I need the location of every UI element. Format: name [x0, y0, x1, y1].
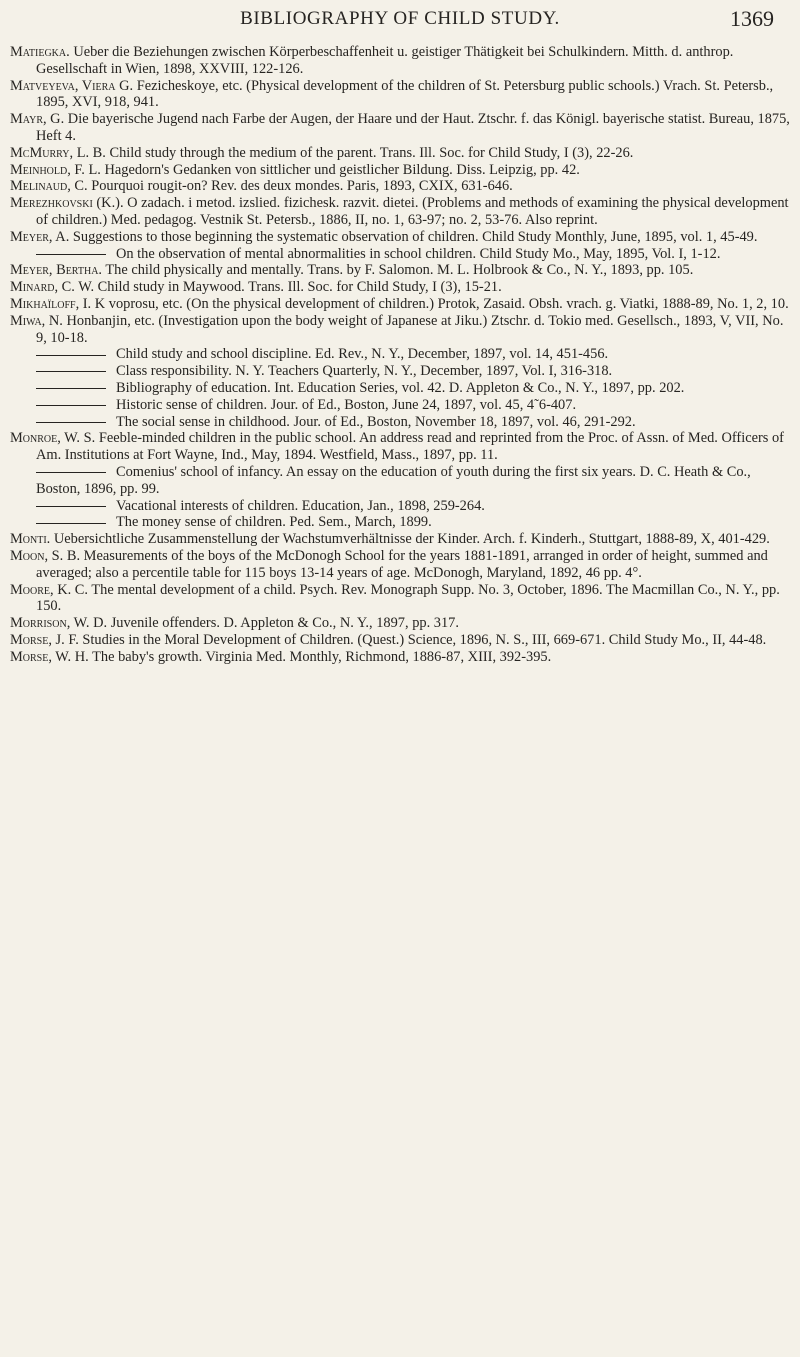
entry-text: On the observation of mental abnormalities in school children. Child Study Mo., May, 1895, Vol. I, 1-12.	[116, 245, 721, 262]
entry-author: Morrison, W. D.	[10, 615, 108, 632]
entry-author: Matiegka.	[10, 44, 70, 60]
bibliography-entry	[10, 397, 790, 414]
ditto-dash	[36, 422, 106, 423]
entry-text: Honbanjin, etc. (Investigation upon the body weight of Japanese at Jiku.) Ztschr. d. Tokio med. Gesellsch., 1893, V, VII, No. 9, 10-18.	[36, 312, 784, 346]
entry-author: Moore, K. C.	[10, 581, 88, 598]
bibliography-entry	[10, 615, 790, 632]
bibliography-entry	[10, 582, 790, 616]
bibliography-entry	[10, 279, 790, 296]
entry-text: O zadach. i metod. izslied. fizichesk. razvit. dietei. (Problems and methods of examining the physical development of children.) Med. pedagog. Vestnik St. Petersb., 1886, II, no. 1, 63-97; no. 2, 53-76. Also reprint.	[36, 195, 789, 228]
bibliography-entry	[10, 313, 790, 347]
bibliography-entry	[10, 430, 790, 464]
ditto-dash	[36, 254, 106, 255]
entry-author: Monroe, W. S.	[10, 430, 96, 447]
bibliography-entry	[10, 195, 790, 229]
bibliography-entry	[10, 514, 790, 531]
entry-text: Uebersichtliche Zusammenstellung der Wachstumverhältnisse der Kinder. Arch. f. Kinderh., Stuttgart, 1888-89, X, 401-429.	[53, 531, 770, 548]
entry-author: Mayr, G.	[10, 111, 65, 128]
bibliography-entry	[10, 380, 790, 397]
bibliography-entry	[10, 531, 790, 548]
entry-text: Child study in Maywood. Trans. Ill. Soc. for Child Study, I (3), 15-21.	[97, 279, 502, 296]
entry-text: The money sense of children. Ped. Sem., March, 1899.	[116, 514, 432, 531]
entry-author: Matveyeva, Viera G.	[10, 77, 134, 94]
entry-text: Child study through the medium of the parent. Trans. Ill. Soc. for Child Study, I (3), 22-26.	[109, 144, 634, 161]
entry-author: Meyer, Bertha.	[10, 262, 103, 279]
bibliography-entry	[10, 145, 790, 162]
bibliography-entry	[10, 548, 790, 582]
bibliography-entry	[10, 649, 790, 666]
entry-author: Minard, C. W.	[10, 279, 95, 296]
entry-text: Studies in the Moral Development of Children. (Quest.) Science, 1896, N. S., III, 669-671. Child Study Mo., II, 44-48.	[82, 631, 767, 648]
ditto-dash	[36, 523, 106, 524]
entry-text: Class responsibility. N. Y. Teachers Quarterly, N. Y., December, 1897, Vol. I, 316-318.	[116, 363, 613, 380]
entry-text: Feeble-minded children in the public school. An address read and reprinted from the Proc. of Assn. of Med. Officers of Am. Institutions at Fort Wayne, Ind., May, 1894. Westfield, Mass., 1897, pp. 11.	[36, 430, 784, 464]
bibliography-entry	[10, 632, 790, 649]
entry-text: Fezicheskoye, etc. (Physical development of the children of St. Petersburg public schools.) Vrach. St. Petersb., 1895, XVI, 918, 941.	[36, 77, 774, 111]
entry-author: Mikhaïloff, I.	[10, 295, 92, 312]
entry-text: Pourquoi rougit-on? Rev. des deux mondes. Paris, 1893, CXIX, 631-646.	[91, 178, 513, 195]
ditto-dash	[36, 355, 106, 356]
entry-text: Child study and school discipline. Ed. Rev., N. Y., December, 1897, vol. 14, 451-456.	[116, 346, 609, 363]
ditto-dash	[36, 388, 106, 389]
entry-text: The mental development of a child. Psych. Rev. Monograph Supp. No. 3, October, 1896. The Macmillan Co., N. Y., pp. 150.	[36, 581, 780, 615]
entry-text: Vacational interests of children. Education, Jan., 1898, 259-264.	[116, 497, 485, 514]
ditto-dash	[36, 371, 106, 372]
bibliography-entry	[10, 44, 790, 78]
entry-author: Meinhold, F. L.	[10, 161, 101, 178]
entry-text: Suggestions to those beginning the systematic observation of children. Child Study Monthly, June, 1895, vol. 1, 45-49.	[72, 228, 758, 245]
bibliography-entry	[10, 414, 790, 431]
bibliography-entry	[10, 78, 790, 112]
bibliography-entry	[10, 178, 790, 195]
entry-author: Morse, J. F.	[10, 631, 79, 648]
bibliography-entry	[10, 162, 790, 179]
entry-text: Ueber die Beziehungen zwischen Körperbeschaffenheit u. geistiger Thätigkeit bei Schulkindern. Mitth. d. anthrop. Gesellschaft in Wien, 1898, XXVIII, 122-126.	[36, 44, 734, 77]
bibliography-entry	[10, 464, 790, 498]
entry-text: Juvenile offenders. D. Appleton & Co., N. Y., 1897, pp. 317.	[110, 615, 459, 632]
page-number: 1369	[730, 6, 774, 31]
entry-text: Bibliography of education. Int. Education Series, vol. 42. D. Appleton & Co., N. Y., 1897, pp. 202.	[116, 379, 685, 396]
bibliography-entry	[10, 111, 790, 145]
entry-text: Measurements of the boys of the McDonogh School for the years 1881-1891, arranged in order of height, summed and averaged; also a percentile table for 115 boys 13-14 years of age. McDonogh, Maryland, 1892, 46 pp. 4°.	[36, 547, 768, 581]
entry-text: Historic sense of children. Jour. of Ed., Boston, June 24, 1897, vol. 45, 4˜6-407.	[116, 396, 577, 413]
running-head: BIBLIOGRAPHY OF CHILD STUDY.	[240, 8, 560, 29]
bibliography-entry	[10, 346, 790, 363]
entry-text: Die bayerische Jugend nach Farbe der Augen, der Haare und der Haut. Ztschr. f. das Königl. bayerische statist. Bureau, 1875, Heft 4.	[36, 111, 790, 144]
entry-text: The baby's growth. Virginia Med. Monthly, Richmond, 1886-87, XIII, 392-395.	[92, 648, 552, 665]
entry-author: Meyer, A.	[10, 228, 70, 245]
entry-text: K voprosu, etc. (On the physical development of children.) Protok, Zasaid. Obsh. vrach. g. Viatki, 1888-89, No. 1, 2, 10.	[94, 295, 789, 312]
bibliography-entry	[10, 363, 790, 380]
entry-author: Miwa, N.	[10, 312, 63, 329]
bibliography-entry	[10, 498, 790, 515]
entry-text: Hagedorn's Gedanken von sittlicher und geistlicher Bildung. Diss. Leipzig, pp. 42.	[104, 161, 580, 178]
ditto-dash	[36, 405, 106, 406]
entry-author: Monti.	[10, 531, 51, 548]
entry-author: McMurry, L. B.	[10, 144, 106, 161]
entry-author: Morse, W. H.	[10, 648, 89, 665]
bibliography-entry	[10, 229, 790, 246]
bibliography-entry	[10, 296, 790, 313]
bibliography-list	[10, 44, 790, 665]
entry-text: The social sense in childhood. Jour. of Ed., Boston, November 18, 1897, vol. 46, 291-292.	[116, 413, 636, 430]
entry-text: The child physically and mentally. Trans. by F. Salomon. M. L. Holbrook & Co., N. Y., 1893, pp. 105.	[105, 262, 694, 279]
entry-author: Merezhkovski (K.).	[10, 195, 124, 212]
bibliography-entry	[10, 262, 790, 279]
entry-author: Moon, S. B.	[10, 547, 81, 564]
page-header	[0, 6, 800, 32]
entry-author: Melinaud, C.	[10, 178, 88, 195]
ditto-dash	[36, 472, 106, 473]
ditto-dash	[36, 506, 106, 507]
entry-text: Comenius' school of infancy. An essay on the education of youth during the first six years. D. C. Heath & Co., Boston, 1896, pp. 99.	[36, 463, 751, 497]
bibliography-entry	[10, 246, 790, 263]
